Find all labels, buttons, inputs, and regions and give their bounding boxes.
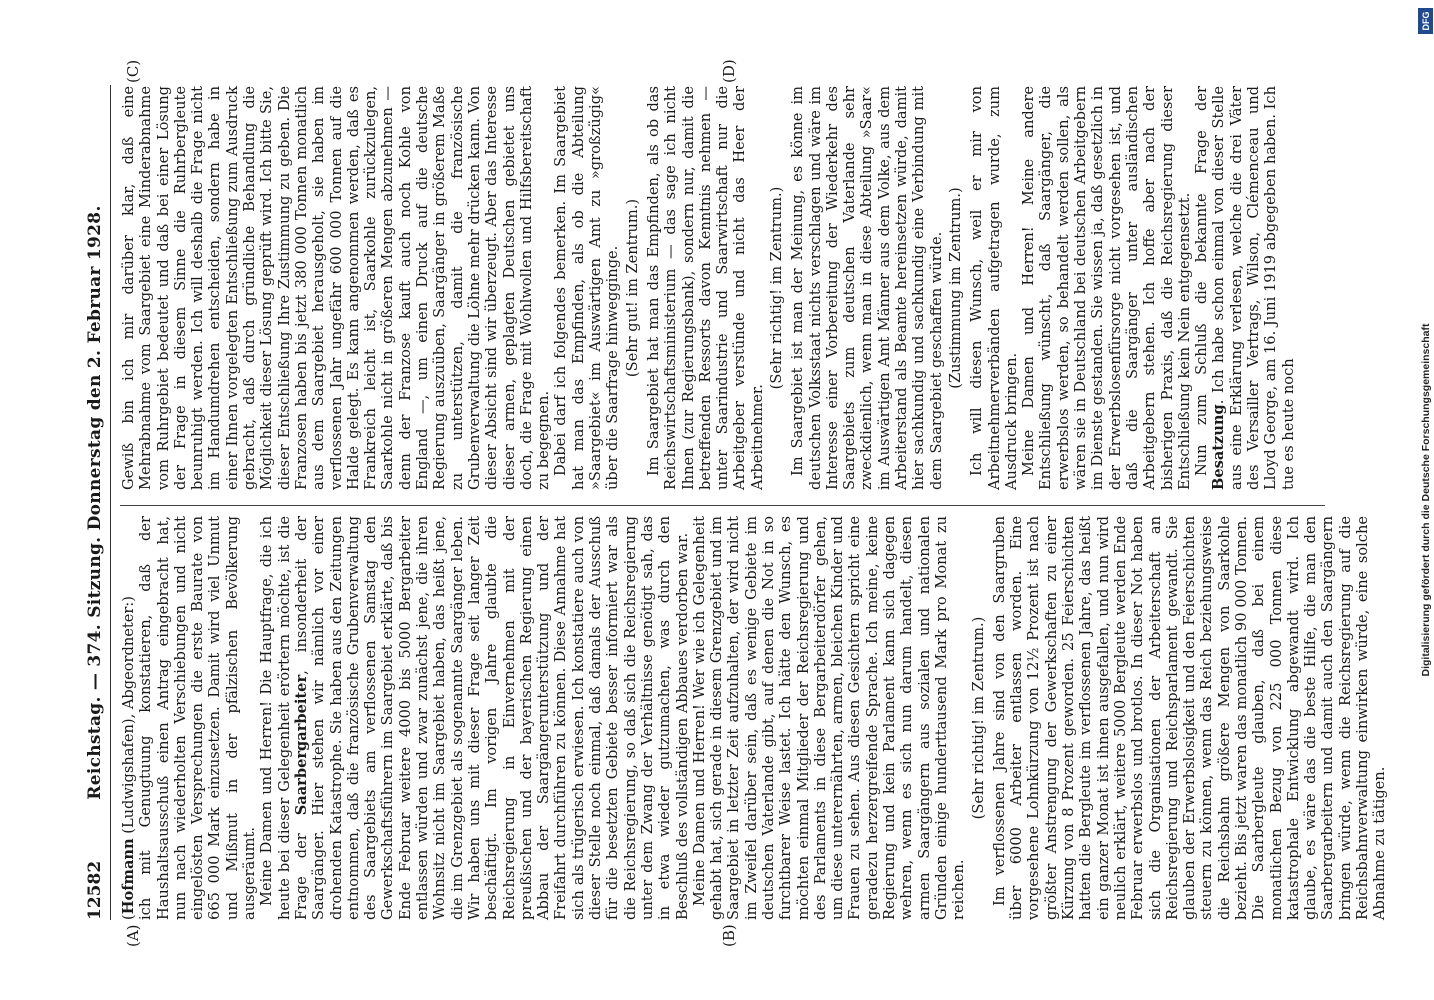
emphasis-term: Besatzung (1210, 404, 1228, 490)
interjection: (Sehr gut! im Zentrum.) (623, 198, 641, 378)
margin-mark-d: (D) (720, 59, 738, 83)
paragraph: Meine Damen und Herren! Wer wie ich Gelegenheit gehabt hat, sich gerade in diesem Grenzgebiet und im Saargebiet in letzter Zeit aufzuhalten, der wird nicht im Zweifel darüber sein, daß es wenige Gebiete im deutschen Vaterlande gibt, auf denen die Not in so furchtbarer Weise lastet. Ich hätte den Wunsch, es möchten einmal Mitglieder der Reichsregierung und des Parlaments in diese Bergarbeiterdörfer gehen, um diese unterernährten, armen, bleichen Kinder und Frauen zu sehen. Aus diesen Gesichtern spricht eine geradezu herzergreifende Sprache. Ich meine, keine Regierung und kein Parlament kann sich dagegen wehren, wenn es sich nun darum handelt, diesen armen Saargängern aus sozialen und nationalen Gründen einige hunderttausend Mark pro Monat zu reichen. (690, 516, 968, 920)
right-column (120, 86, 1330, 490)
page-header (80, 85, 111, 920)
document-page (80, 55, 1389, 955)
dfg-logo-text: DFG (1420, 11, 1431, 31)
paragraph: ich mit Genugtuung konstatieren, daß der Haushaltsausschuß einen Antrag eingebracht hat, nun nach wiederholten Verschiebungen und nicht eingelösten Versprechungen die erste Baurate von 665 000 Mark einzusetzen. Damit wird viel Unmut und Mißmut in der pfälzischen Bevölkerung ausgeräumt. (137, 516, 259, 920)
speaker-name: Hofmann (120, 838, 137, 915)
paragraph-part: Nun zum Schluß die bekannte Frage der (1193, 86, 1211, 476)
interjection: (Zustimmung im Zentrum.) (946, 187, 964, 389)
paragraph-part: . Ich habe schon einmal von dieser Stelle aus eine Erklärung verlesen, welche die drei Väter des Versailler Vertrags, Wilson, Clémenceau und Lloyd George, am 16. Juni 1919 abgegeben haben. Ich tue es heute noch (1210, 86, 1297, 490)
speaker-note: (Ludwigshafen), Abgeordneter: (120, 601, 137, 834)
margin-mark-c: (C) (124, 59, 142, 83)
page-number: 12582 (85, 860, 105, 920)
digitization-credit-text: Digitalisierung gefördert durch die Deutsche Forschungsgemeinschaft (1420, 323, 1432, 677)
interjection: (Sehr richtig! im Zentrum.) (969, 616, 987, 820)
paragraph: Meine Damen und Herren! Meine andere Entschließung wünscht, daß Saargänger, die erwerbslos werden, so behandelt werden sollen, als wären sie in Deutschland bei deutschen Arbeitgebern im Dienste gestanden. Sie wissen ja, daß gesetzlich in der Erwerbslosenfürsorge nicht vorgesehen ist, und daß die Saargänger unter ausländischen Arbeitgebern stehen. Ich hoffe aber nach der bisherigen Praxis, daß die Reichsregierung dieser Entschließung kein Nein entgegensetzt. (1020, 86, 1193, 490)
margin-mark-a: (A) (124, 924, 142, 947)
paragraph: Gewiß bin ich mir darüber klar, daß eine Mehrabnahme vom Saargebiet eine Minderabnahme vom Ruhrgebiet bedeutet und daß bei einer Lösung der Frage in diesem Sinne die Ruhrbergleute beunruhigt werden. Ich will deshalb die Frage nicht im Handumdrehen entscheiden, sondern habe in einer Ihnen vorgelegten Entschließung zum Ausdruck gebracht, daß durch gründliche Behandlung die Möglichkeit dieser Lösung geprüft wird. Ich bitte Sie, dieser Entschließung Ihre Zustimmung zu geben. Die Franzosen haben bis jetzt 380 000 Tonnen monatlich aus dem Saargebiet herausgeholt, sie haben im verflossenen Jahr ungefähr 600 000 Tonnen auf die Halde gelegt. Es kann angenommen werden, daß es Frankreich leicht ist, Saarkohle zurückzulegen, Saarkohle nicht in größeren Mengen abzunehmen — denn der Franzose kauft auch noch Kohle von England —, um einen Druck auf die deutsche Regierung auszuüben, Saargänger in größerem Maße zu unterstützen, damit die französische Grubenverwaltung die Löhne mehr drücken kann. Von dieser Absicht sind wir überzeugt. Aber das Interesse dieser armen, geplagten Deutschen gebietet uns doch, die Frage mit Wohlwollen und Hilfsbereitschaft zu begegnen. (120, 86, 553, 490)
paragraph: Ich will diesen Wunsch, weil er mir von Arbeitnehmerverbänden aufgetragen wurde, zum Ausdruck bringen. (968, 86, 1020, 490)
paragraph: Im Saargebiet ist man der Meinung, es könne im deutschen Volksstaat nichts verschlagen und wäre im Interesse einer Vorbereitung der Wiederkehr des Saargebiets zum deutschen Vaterlande sehr zweckdienlich, wenn man in diese Abteilung »Saar« im Auswärtigen Amt Männer aus dem Volke, aus dem Arbeiterstand als Beamte hereinsetzen würde, damit hier sachkundig und sachkundig eine Verbindung mit dem Saargebiet geschaffen würde. (789, 86, 945, 490)
paragraph: Im Saargebiet hat man das Empfinden, als ob das Reichswirtschaftsministerium — das sage ich nicht Ihnen (zur Regierungsbank), sondern nur, damit die betreffenden Ressorts davon Kenntnis nehmen — unter Saarindustrie und Saarwirtschaft nur die Arbeitgeber verstünde und nicht das Heer der Arbeitnehmer. (644, 86, 766, 490)
paragraph: Im verflossenen Jahre sind von den Saargruben über 6000 Arbeiter entlassen worden. Eine vorgesehene Lohnkürzung von 12½ Prozent ist nach größter Anstrengung der Gewerkschaften zu einer Kürzung von 8 Prozent geworden. 25 Feierschichten hatten die Bergleute im verflossenen Jahre, das heißt ein ganzer Monat ist ihnen ausgefallen, und nun wird neulich erklärt, weitere 5000 Bergleute werden Ende Februar erwerbslos und brotlos. In dieser Not haben sich die Organisationen der Arbeiterschaft an Reichsregierung und Reichsparlament gewandt. Sie glauben der Erwerbslosigkeit und den Feierschichten steuern zu können, wenn das Reich beziehungsweise die Reichsbahn größere Mengen von Saarkohle bezieht. Bis jetzt waren das monatlich 90 000 Tonnen. Die Saarbergleute glauben, daß bei einem monatlichen Bezug von 225 000 Tonnen diese katastrophale Entwicklung abgewandt wird. Ich glaube, es wäre das die beste Hilfe, die man den Saarbergarbeitern und damit auch den Saargängern bringen würde, wenn die Reichsregierung auf die Reichsbahnverwaltung einwirken würde, eine solche Abnahme zu tätigen. (990, 516, 1389, 920)
paragraph (258, 516, 690, 920)
paragraph-part: Meine Damen und Herren! Die Hauptfrage, die ich heute bei dieser Gelegenheit erörtern möchte, ist die Frage der (258, 516, 310, 920)
left-column (120, 515, 1389, 920)
speaker-line: (Hofmann (Ludwigshafen), Abgeordneter:) (120, 596, 137, 920)
running-title: Reichstag. — 374. Sitzung. Donnerstag den 2. Februar 1928. (85, 205, 105, 800)
margin-mark-b: (B) (720, 924, 738, 947)
interjection: (Sehr richtig! im Zentrum.) (767, 186, 785, 390)
column-divider (120, 505, 1325, 506)
paragraph (1193, 86, 1297, 490)
digitization-credit (1418, 10, 1434, 990)
paragraph: Dabei darf ich folgendes bemerken. Im Saargebiet hat man das Empfinden, als ob die Abteilung »Saargebiet« im Auswärtigen Amt zu »großzügig« über die Saarfrage hinwegginge. (552, 86, 622, 490)
emphasis-term: Saarbergarbeiter (292, 674, 310, 816)
paragraph-part: , insonderheit der Saargänger. Hier stehen wir nämlich vor einer drohenden Katastrophe. Sie haben aus den Zeitungen entnommen, daß die französische Grubenverwaltung des Saargebiets am verflossenen Samstag den Gewerkschaftsführern im Saargebiet erklärte, daß bis Ende Februar weitere 4000 bis 5000 Bergarbeiter entlassen würden und zwar zunächst jene, die ihren Wohnsitz nicht im Saargebiet haben, das heißt jene, die im Grenzgebiet als sogenannte Saargänger leben. Wir haben uns mit dieser Frage seit langer Zeit beschäftigt. Im vorigen Jahre glaubte die Reichsregierung in Einvernehmen mit der preußischen und der bayerischen Regierung einen Abbau der Saargängerunterstützung und der Freifahrt durchführen zu können. Diese Annahme hat sich als trügerisch erwiesen. Ich konstatiere auch von dieser Stelle noch einmal, daß damals der Ausschuß für die besetzten Gebiete besser informiert war als die Reichsregierung, so daß sich die Reichsregierung unter dem Zwang der Verhältnisse genötigt sah, das in etwa wieder gutzumachen, was durch den Beschluß des vollständigen Abbaues verdorben war. (292, 515, 691, 920)
